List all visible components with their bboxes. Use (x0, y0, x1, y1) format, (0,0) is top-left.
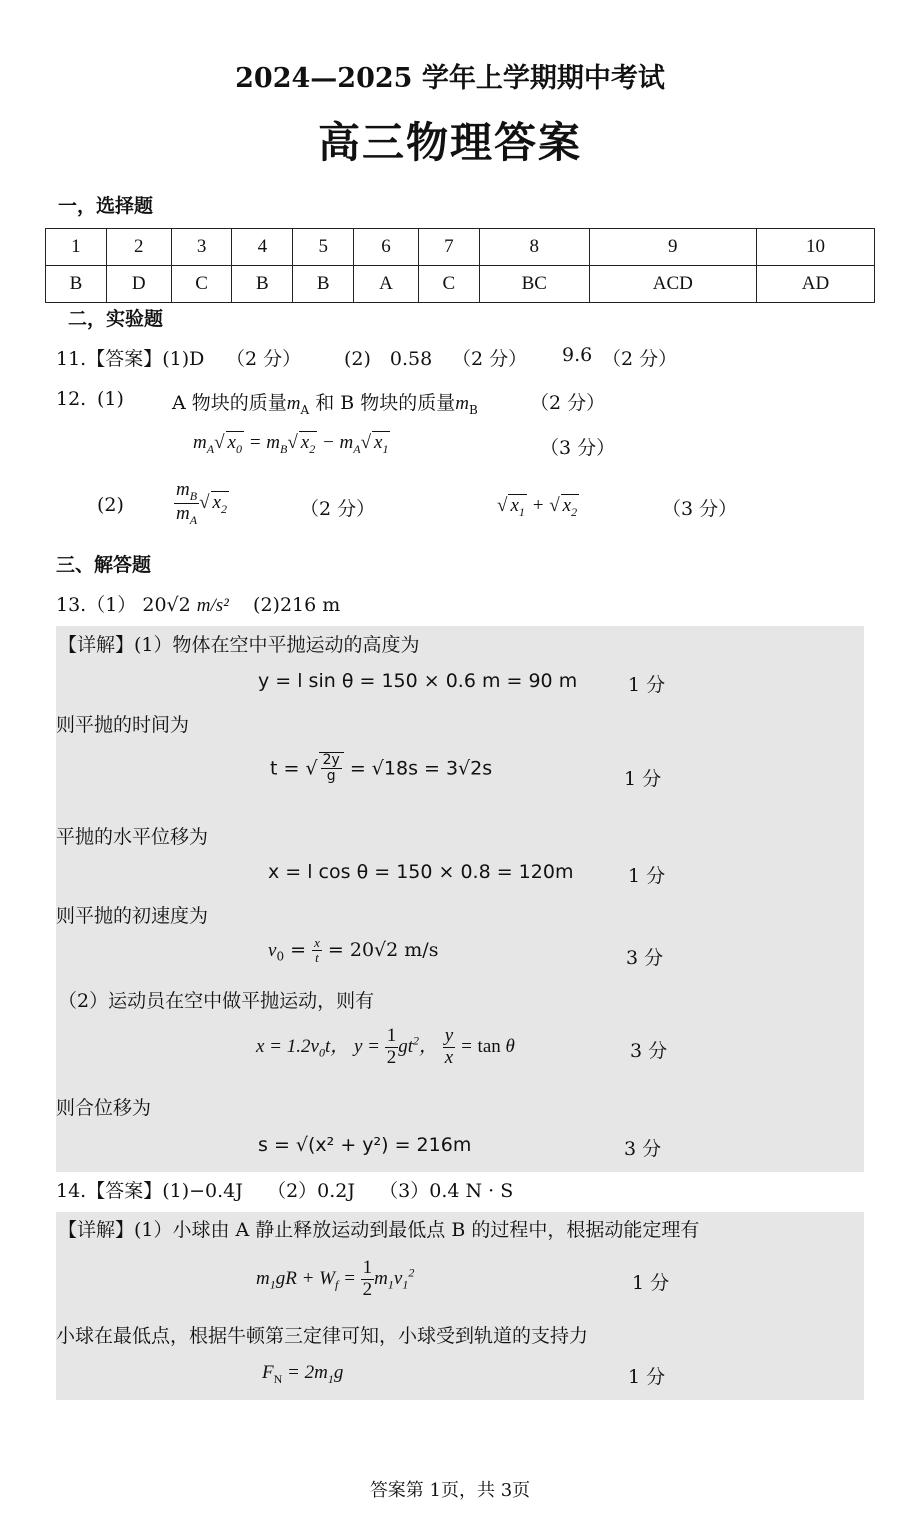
table-cell: B (293, 266, 354, 303)
table-cell: 10 (756, 229, 874, 266)
q12-part1-label: (1) (97, 388, 124, 410)
q11-answer-3: 9.6 (562, 344, 593, 366)
table-cell: 3 (171, 229, 232, 266)
section-heading-choice: 一，选择题 (58, 195, 154, 217)
q13-eq-velocity-score: 3 分 (626, 947, 664, 969)
q13-eq-displacement-score: 1 分 (628, 865, 666, 887)
q14-answer-3: （3）0.4 N · S (379, 1180, 514, 1202)
q13-eq-time-right: = √18s = 3√2s (349, 757, 493, 780)
q13-eq-height: y = l sin θ = 150 × 0.6 m = 90 m (258, 670, 578, 692)
q11-score-1: （2 分） (226, 348, 302, 370)
q12-score-d: （3 分） (662, 498, 738, 520)
q13-eq-time-left: t = (270, 757, 300, 780)
q12-mass-a-text: A 物块的质量 (172, 392, 287, 414)
q11-score-3: （2 分） (602, 348, 678, 370)
q14-answer-line (56, 1176, 513, 1203)
q13-answer-line (56, 590, 340, 617)
q11-answer-2: (2) 0.58 (344, 348, 433, 370)
q13-detail-intro: 【详解】(1）物体在空中平抛运动的高度为 (58, 634, 420, 656)
q13-eq-resultant-score: 3 分 (624, 1138, 662, 1160)
q12-ratio-expression: $\frac{m_B}{m_A}$ √ $x_2$ (176, 479, 227, 527)
answer-table (45, 228, 875, 303)
table-cell: 2 (106, 229, 171, 266)
table-cell: 7 (418, 229, 479, 266)
q13-eq-displacement: x = l cos θ = 150 × 0.8 = 120m (268, 861, 574, 883)
q13-eq-time-score: 1 分 (624, 768, 662, 790)
answer-table-answer-row (46, 266, 875, 303)
table-cell: C (418, 266, 479, 303)
q12-mass-text: A 物块的质量$m_A$ 和 B 物块的质量$m_B$ (172, 392, 478, 417)
table-cell: 5 (293, 229, 354, 266)
q11-score-2: （2 分） (452, 348, 528, 370)
table-cell: ACD (589, 266, 756, 303)
q13-answer-1: 20√2 (142, 594, 191, 616)
q13-answer-1-unit: m/s² (196, 595, 229, 616)
q13-resultant-text: 则合位移为 (56, 1097, 152, 1119)
table-cell: B (232, 266, 293, 303)
table-cell: C (171, 266, 232, 303)
document-title: 高三物理答案 (317, 118, 582, 167)
table-cell: A (354, 266, 419, 303)
q12-score-a: （2 分） (530, 392, 606, 414)
q14-eq-normal-force: $F_N = 2m_1g$ (262, 1362, 344, 1386)
page-footer: 答案第 1页，共 3页 (369, 1480, 531, 1501)
q12-mass-b-text: 和 B 物块的质量 (315, 392, 456, 414)
answer-table-number-row (46, 229, 875, 266)
section-heading-solution: 三、解答题 (56, 554, 152, 576)
table-cell: 1 (46, 229, 107, 266)
q14-eq-energy: $m_1gR + W_f$ = $\frac{1}{2}$ $m_1v_1^2$ (256, 1257, 415, 1300)
q12-part2-label: (2) (97, 494, 124, 516)
q14-detail-intro: 【详解】(1）小球由 A 静止释放运动到最低点 B 的过程中，根据动能定理有 (58, 1219, 700, 1241)
q13-eq-motion-score: 3 分 (630, 1040, 668, 1062)
q14-normal-force-text: 小球在最低点，根据牛顿第三定律可知，小球受到轨道的支持力 (56, 1325, 589, 1347)
q13-eq-time: t = √ $\frac{2y}{g}$ = √18s = 3√2s (270, 752, 493, 785)
table-cell: 4 (232, 229, 293, 266)
table-cell: 9 (589, 229, 756, 266)
q13-time-text: 则平抛的时间为 (56, 714, 190, 736)
section-heading-experiment: 二，实验题 (68, 308, 164, 330)
q14-eq-normal-force-score: 1 分 (628, 1366, 666, 1388)
q13-eq-velocity-right: = 20√2 m/s (327, 938, 439, 961)
q12-score-c: （2 分） (300, 498, 376, 520)
exam-title: 2024—2025 学年上学期期中考试 (235, 63, 665, 94)
q13-answer-2: (2)216 m (253, 594, 341, 616)
q12-label: 12. (56, 388, 87, 410)
q14-answer-1: 14.【答案】(1)−0.4J (56, 1180, 243, 1202)
table-cell: BC (479, 266, 589, 303)
q13-eq-velocity: $v_0$ = $\frac{x}{t}$ = 20√2 m/s (268, 935, 439, 966)
table-cell: AD (756, 266, 874, 303)
q12-score-b: （3 分） (540, 437, 616, 459)
q13-velocity-text: 则平抛的初速度为 (56, 905, 209, 927)
q14-answer-2: （2）0.2J (267, 1180, 355, 1202)
q13-eq-motion: $x = 1.2v_0t$， y = $\frac{1}{2}$ $gt^2$， $\frac{y}{x}$ = tan θ (256, 1025, 515, 1068)
table-cell: D (106, 266, 171, 303)
q13-answer-label: 13.（1） (56, 594, 137, 616)
q14-eq-energy-score: 1 分 (632, 1272, 670, 1294)
q11-answer-label: 11.【答案】(1)D (56, 348, 205, 370)
table-cell: 8 (479, 229, 589, 266)
q13-eq-resultant: s = √(x² + y²) = 216m (258, 1134, 472, 1156)
table-cell: 6 (354, 229, 419, 266)
q12-sum-expression: √ $x_1$ + √ $x_2$ (497, 495, 578, 519)
q13-detail-box (56, 626, 864, 1172)
q13-displacement-text: 平抛的水平位移为 (56, 826, 209, 848)
q13-eq-height-score: 1 分 (628, 674, 666, 696)
table-cell: B (46, 266, 107, 303)
q12-momentum-equation: $m_A√$ $x_0 = m_B√$ $x_2 - m_A√$ $x_1$ (193, 432, 389, 456)
q13-part2-text: （2）运动员在空中做平抛运动，则有 (58, 990, 375, 1012)
